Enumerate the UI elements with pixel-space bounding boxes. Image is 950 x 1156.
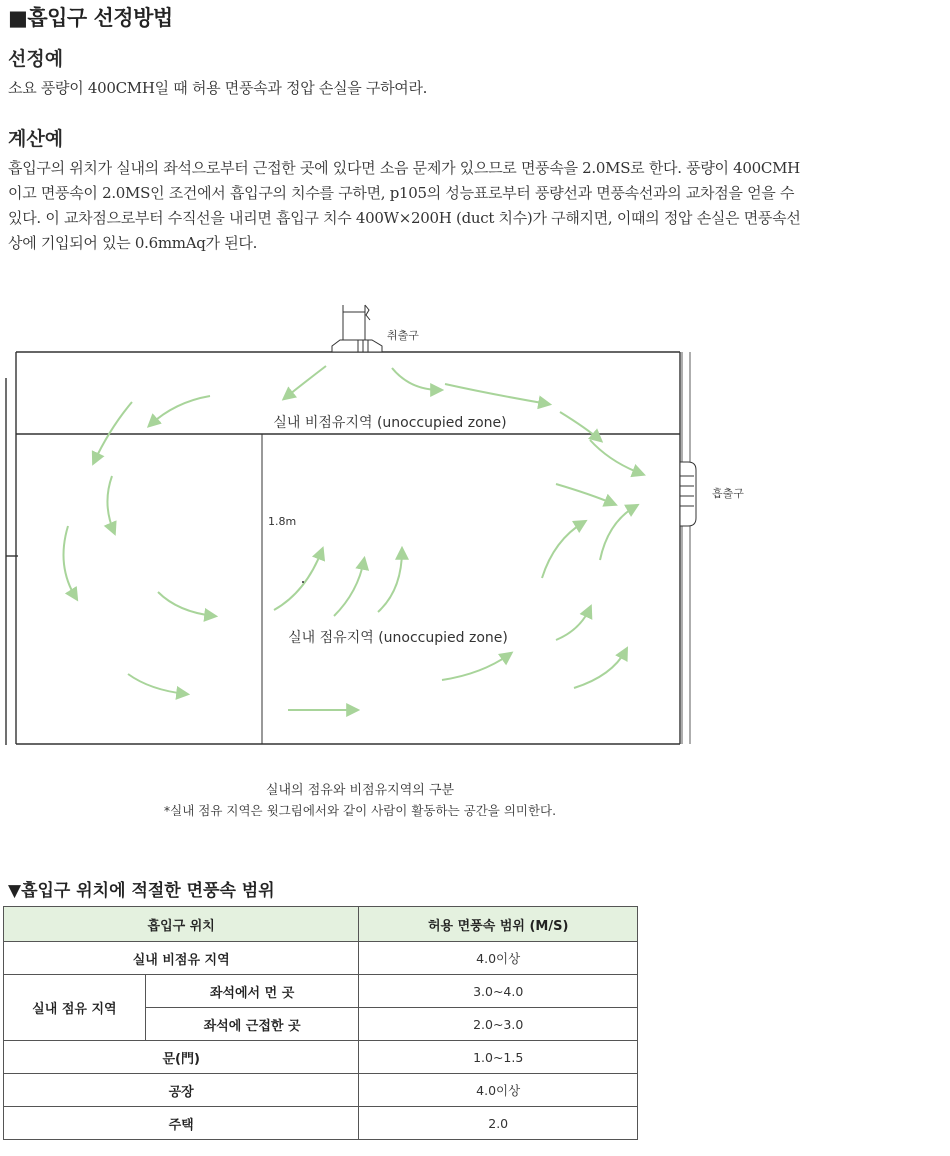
airflow-arrow: [445, 384, 548, 404]
airflow-zone-diagram: [0, 290, 744, 760]
airflow-arrow: [150, 396, 210, 425]
column-header: 흡입구 위치: [4, 907, 359, 942]
row-label: 문(門): [4, 1041, 359, 1074]
row-value: 1.0~1.5: [359, 1041, 638, 1074]
airflow-arrow: [556, 484, 614, 504]
lower-zone-label: 실내 점유지역 (unoccupied zone): [288, 630, 508, 646]
row-value: 3.0~4.0: [359, 975, 638, 1008]
supply-diffuser-icon: [332, 305, 382, 352]
table-header-row: [4, 907, 638, 942]
example-heading: 선정예: [8, 48, 64, 70]
row-value: 4.0이상: [359, 942, 638, 975]
airflow-arrow: [556, 608, 590, 640]
row-label: 주택: [4, 1107, 359, 1140]
airflow-arrow: [600, 506, 636, 560]
page-title: ■흡입구 선정방법: [8, 6, 173, 30]
row-label: 공장: [4, 1074, 359, 1107]
table-title: ▼흡입구 위치에 적절한 면풍속 범위: [8, 881, 275, 901]
airflow-arrow: [442, 654, 510, 680]
airflow-arrow: [158, 592, 214, 616]
calculation-line: 이고 면풍속이 2.0MS인 조건에서 흡입구의 치수를 구하면, p105의 성능표로부터 풍량선과 면풍속선과의 교차점을 얻을 수: [8, 184, 795, 202]
calculation-paragraph: [8, 156, 940, 256]
supply-label: 취출구: [387, 329, 419, 342]
airflow-arrow: [107, 476, 114, 532]
row-label: 실내 점유 지역: [4, 975, 146, 1041]
airflow-arrow: [560, 412, 600, 440]
table-row: [4, 1074, 638, 1107]
row-value: 2.0~3.0: [359, 1008, 638, 1041]
exhaust-label: 흡출구: [712, 487, 744, 500]
airflow-arrow: [334, 560, 364, 616]
airflow-arrow: [590, 440, 642, 474]
upper-zone-label: 실내 비점유지역 (unoccupied zone): [273, 415, 507, 431]
column-header: 허용 면풍속 범위 (M/S): [359, 907, 638, 942]
face-velocity-table: [3, 906, 638, 1140]
airflow-arrow: [128, 674, 186, 694]
calculation-line: 흡입구의 위치가 실내의 좌석으로부터 근접한 곳에 있다면 소음 문제가 있으므로 면풍속을 2.0MS로 한다. 풍량이 400CMH: [8, 159, 800, 177]
airflow-arrow: [274, 550, 322, 610]
airflow-arrow: [542, 522, 584, 578]
calculation-line: 있다. 이 교차점으로부터 수직선을 내리면 흡입구 치수 400W×200H (duct 치수)가 구해지면, 이때의 정압 손실은 면풍속선: [8, 209, 801, 227]
row-sublabel: 좌석에 근접한 곳: [145, 1008, 359, 1041]
row-sublabel: 좌석에서 먼 곳: [145, 975, 359, 1008]
height-label: 1.8m: [268, 515, 297, 528]
table-row: [4, 1041, 638, 1074]
airflow-arrow: [94, 402, 132, 462]
table-row: [4, 942, 638, 975]
figure-caption: 실내의 점유와 비점유지역의 구분: [265, 783, 455, 798]
figure-note: *실내 점유 지역은 윗그림에서와 같이 사람이 활동하는 공간을 의미한다.: [163, 803, 557, 818]
row-label: 실내 비점유 지역: [4, 942, 359, 975]
room-outline: [6, 352, 690, 745]
table-row: [4, 1107, 638, 1140]
table-row: [4, 975, 638, 1008]
exhaust-grille-icon: [680, 462, 696, 526]
calculation-heading: 계산예: [8, 128, 64, 150]
airflow-arrow: [392, 368, 440, 390]
example-text: 소요 풍량이 400CMH일 때 허용 면풍속과 정압 손실을 구하여라.: [8, 79, 428, 97]
row-value: 2.0: [359, 1107, 638, 1140]
airflow-arrow: [285, 366, 326, 398]
airflow-arrow: [378, 550, 402, 612]
calculation-line: 상에 기입되어 있는 0.6mmAq가 된다.: [8, 234, 258, 252]
airflow-arrow: [574, 650, 626, 688]
row-value: 4.0이상: [359, 1074, 638, 1107]
airflow-arrow: [64, 526, 77, 598]
